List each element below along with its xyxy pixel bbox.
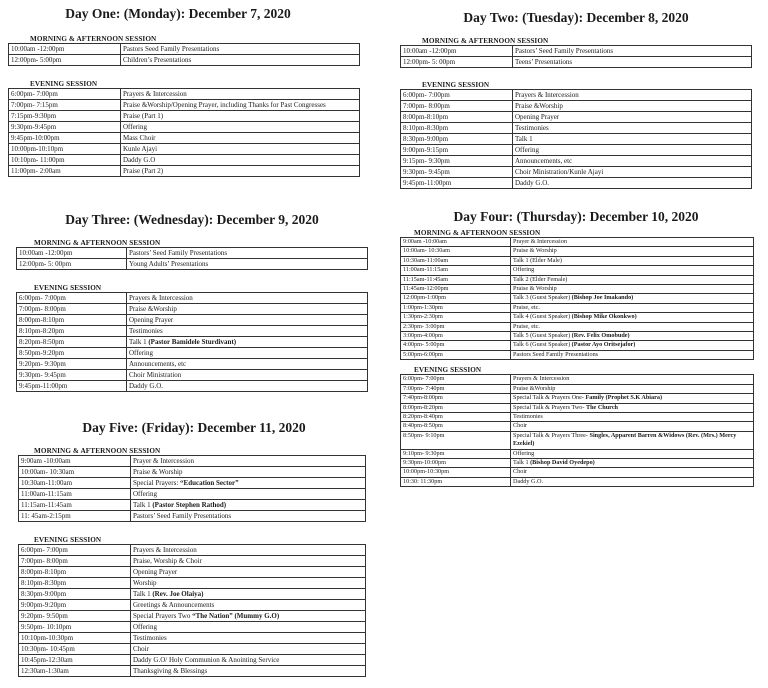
table-row — [9, 144, 360, 155]
table-row — [19, 666, 366, 677]
time-cell: 9:00pm-9:15pm — [401, 145, 513, 156]
speaker-name: Singles, Apparent Barren &Widows (Rev. (Mrs.) Mercy Ezekiel) — [513, 431, 737, 448]
session-heading: MORNING & AFTERNOON SESSION — [34, 239, 161, 247]
table-row — [401, 341, 754, 350]
activity-cell: Talk 1 (Elder Male) — [511, 256, 754, 265]
day-three-section — [16, 212, 376, 392]
time-cell: 8:50pm-9:20pm — [17, 348, 127, 359]
table-row — [19, 511, 366, 522]
time-cell: 9:20pm- 9:30pm — [17, 359, 127, 370]
time-cell: 12:00pm- 5: 00pm — [17, 259, 127, 270]
table-row — [401, 375, 754, 384]
activity-label: Special Prayers Two — [133, 612, 193, 620]
session-heading: MORNING & AFTERNOON SESSION — [422, 37, 549, 45]
table-row — [9, 55, 360, 66]
activity-cell — [511, 294, 754, 303]
activity-cell: Pastors Seed Family Presentations — [121, 44, 360, 55]
time-cell: 10:00am -12:00pm — [17, 248, 127, 259]
table-row — [401, 431, 754, 449]
day-two-section — [400, 10, 760, 189]
activity-cell: Opening Prayer — [513, 112, 752, 123]
table-row — [401, 256, 754, 265]
table-row — [401, 285, 754, 294]
time-cell: 12:30am-1:30am — [19, 666, 131, 677]
activity-cell: Prayers & Intercession — [121, 89, 360, 100]
time-cell: 10:00am -12:00pm — [9, 44, 121, 55]
time-cell: 10:10pm-10:30pm — [19, 633, 131, 644]
table-row — [401, 238, 754, 247]
schedule-table — [8, 43, 360, 66]
time-cell: 9:30pm- 9:45pm — [17, 370, 127, 381]
table-row — [19, 545, 366, 556]
activity-cell: Pastors’ Seed Family Presentations — [131, 511, 366, 522]
activity-label: Talk 3 (Guest Speaker) — [513, 294, 572, 302]
activity-cell — [131, 589, 366, 600]
speaker-name: “The Nation” (Mummy G.O) — [192, 612, 280, 620]
activity-cell: Mass Choir — [121, 133, 360, 144]
activity-cell: Talk 2 (Elder Female) — [511, 275, 754, 284]
schedule-table — [8, 88, 360, 177]
day-title: Day Four: (Thursday): December 10, 2020 — [453, 209, 699, 224]
time-cell: 6:00pm- 7:00pm — [9, 89, 121, 100]
activity-cell: Offering — [127, 348, 368, 359]
activity-cell: Children’s Presentations — [121, 55, 360, 66]
time-cell: 12:00pm- 5: 00pm — [401, 57, 513, 68]
schedule-table — [16, 247, 368, 270]
activity-label: Special Talk & Prayers One- — [513, 394, 586, 402]
activity-cell: Choir — [131, 644, 366, 655]
table-row — [401, 294, 754, 303]
activity-label: Talk 1 — [133, 501, 153, 509]
table-row — [19, 633, 366, 644]
table-row — [401, 412, 754, 421]
time-cell: 6:00pm- 7:00pm — [401, 90, 513, 101]
activity-cell: Opening Prayer — [131, 567, 366, 578]
time-cell: 9:45pm-11:00pm — [401, 178, 513, 189]
activity-cell: Greetings & Announcements — [131, 600, 366, 611]
activity-cell: Talk 1 — [513, 134, 752, 145]
time-cell: 11:00am-11:15am — [19, 489, 131, 500]
table-row — [9, 133, 360, 144]
activity-cell: Praise & Worship — [511, 247, 754, 256]
table-row — [19, 467, 366, 478]
time-cell: 9:15pm- 9:30pm — [401, 156, 513, 167]
activity-cell: Praise &Worship/Opening Prayer, including Thanks for Past Congresses — [121, 100, 360, 111]
day-four-section — [400, 209, 760, 487]
activity-cell: Praise &Worship — [127, 304, 368, 315]
activity-label: Talk 4 (Guest Speaker) — [513, 313, 572, 321]
activity-cell: Pastors’ Seed Family Presentations — [127, 248, 368, 259]
table-row — [17, 348, 368, 359]
activity-cell: Prayers & Intercession — [511, 375, 754, 384]
speaker-name: (Pastor Ayo Oritsejafor) — [571, 341, 636, 349]
table-row — [17, 304, 368, 315]
activity-cell: Offering — [513, 145, 752, 156]
speaker-name: Family (Prophet S.K Abiara) — [585, 394, 663, 402]
activity-cell: Kunle Ajayi — [121, 144, 360, 155]
time-cell: 11:00pm- 2:00am — [9, 166, 121, 177]
table-row — [401, 468, 754, 477]
time-cell: 7:00pm- 7:15pm — [9, 100, 121, 111]
table-row — [19, 556, 366, 567]
time-cell: 10:45pm-12:30am — [19, 655, 131, 666]
time-cell: 9:00am -10:00am — [401, 238, 511, 247]
time-cell: 6:00pm- 7:00pm — [401, 375, 511, 384]
table-row — [17, 315, 368, 326]
schedule-table — [400, 89, 752, 189]
time-cell: 9:20pm- 9:50pm — [19, 611, 131, 622]
activity-cell: Young Adults’ Presentations — [127, 259, 368, 270]
time-cell: 8:00pm-8:10pm — [17, 315, 127, 326]
activity-cell — [511, 394, 754, 403]
session-heading: EVENING SESSION — [422, 81, 490, 89]
activity-cell: Praise & Worship — [131, 467, 366, 478]
day-title: Day Two: (Tuesday): December 8, 2020 — [463, 10, 689, 25]
activity-cell: Praise &Worship — [511, 384, 754, 393]
table-row — [17, 259, 368, 270]
time-cell: 11:00am-11:15am — [401, 266, 511, 275]
table-row — [19, 655, 366, 666]
table-row — [401, 303, 754, 312]
day-one-section — [8, 6, 368, 177]
time-cell: 8:10pm-8:20pm — [17, 326, 127, 337]
activity-cell: Prayer & Intercession — [131, 456, 366, 467]
schedule-table — [400, 45, 752, 68]
time-cell: 11:45am-12:00pm — [401, 285, 511, 294]
table-row — [401, 275, 754, 284]
activity-cell — [511, 403, 754, 412]
activity-cell: Opening Prayer — [127, 315, 368, 326]
table-row — [19, 567, 366, 578]
day-five-section — [18, 420, 378, 677]
activity-cell: Praise & Worship — [511, 285, 754, 294]
activity-cell: Prayers & Intercession — [513, 90, 752, 101]
table-row — [401, 384, 754, 393]
table-row — [9, 89, 360, 100]
activity-cell: Worship — [131, 578, 366, 589]
activity-cell: Testimonies — [513, 123, 752, 134]
time-cell: 10:00am- 10:30am — [401, 247, 511, 256]
activity-label: Talk 5 (Guest Speaker) — [513, 332, 572, 340]
time-cell: 9:00pm-9:20pm — [19, 600, 131, 611]
table-row — [19, 644, 366, 655]
activity-cell: Testimonies — [511, 412, 754, 421]
day-title: Day One: (Monday): December 7, 2020 — [65, 6, 291, 21]
time-cell: 8:20pm-8:50pm — [17, 337, 127, 348]
time-cell: 10:10pm- 11:00pm — [9, 155, 121, 166]
activity-cell: Daddy G.O — [121, 155, 360, 166]
time-cell: 8:50pm- 9:10pm — [401, 431, 511, 449]
activity-cell: Praise (Part 2) — [121, 166, 360, 177]
time-cell: 1:30pm-2:30pm — [401, 313, 511, 322]
activity-cell: Choir Ministration/Kunle Ajayi — [513, 167, 752, 178]
table-row — [19, 611, 366, 622]
time-cell: 2:30pm- 3:00pm — [401, 322, 511, 331]
time-cell: 8:00pm-8:10pm — [401, 112, 513, 123]
schedule-table — [400, 237, 754, 360]
activity-cell — [511, 313, 754, 322]
activity-cell: Offering — [131, 622, 366, 633]
activity-label: Special Prayers: — [133, 479, 181, 487]
time-cell: 12:00pm-1:00pm — [401, 294, 511, 303]
session-heading: MORNING & AFTERNOON SESSION — [30, 35, 157, 43]
activity-label: Special Talk & Prayers Three- — [513, 431, 590, 439]
activity-cell: Thanksgiving & Blessings — [131, 666, 366, 677]
time-cell: 3:00pm-4:00pm — [401, 332, 511, 341]
time-cell: 10:30pm- 10:45pm — [19, 644, 131, 655]
table-row — [401, 178, 752, 189]
speaker-name: (Pastor Stephen Rathod) — [152, 501, 227, 509]
time-cell: 11: 45am-2:15pm — [19, 511, 131, 522]
table-row — [401, 145, 752, 156]
activity-cell — [131, 478, 366, 489]
time-cell: 1:00pm-1:30pm — [401, 303, 511, 312]
activity-cell: Praise, etc. — [511, 322, 754, 331]
activity-cell: Daddy G.O. — [513, 178, 752, 189]
table-row — [17, 370, 368, 381]
session-heading: MORNING & AFTERNOON SESSION — [34, 447, 161, 455]
table-row — [401, 156, 752, 167]
activity-cell: Pastors Seed Family Presentations — [511, 350, 754, 359]
session-heading: EVENING SESSION — [30, 80, 98, 88]
table-row — [401, 112, 752, 123]
table-row — [401, 313, 754, 322]
activity-cell: Praise &Worship — [513, 101, 752, 112]
table-row — [401, 332, 754, 341]
day-title: Day Five: (Friday): December 11, 2020 — [82, 420, 306, 435]
activity-cell: Pastors’ Seed Family Presentations — [513, 46, 752, 57]
activity-cell: Teens’ Presentations — [513, 57, 752, 68]
table-row — [401, 322, 754, 331]
time-cell: 8:10pm-8:30pm — [401, 123, 513, 134]
table-row — [9, 122, 360, 133]
activity-cell: Praise, etc. — [511, 303, 754, 312]
table-row — [401, 134, 752, 145]
time-cell: 5:00pm-6:00pm — [401, 350, 511, 359]
time-cell: 9:10pm- 9:30pm — [401, 449, 511, 458]
activity-cell: Testimonies — [127, 326, 368, 337]
table-row — [401, 458, 754, 467]
activity-cell: Offering — [511, 266, 754, 275]
table-row — [19, 589, 366, 600]
session-heading: EVENING SESSION — [414, 366, 482, 375]
activity-cell: Announcements, etc — [513, 156, 752, 167]
activity-cell: Prayers & Intercession — [127, 293, 368, 304]
time-cell: 6:00pm- 7:00pm — [19, 545, 131, 556]
activity-label: Talk 1 — [513, 458, 531, 466]
activity-cell: Prayer & Intercession — [511, 238, 754, 247]
time-cell: 9:45pm-11:00pm — [17, 381, 127, 392]
activity-cell — [511, 341, 754, 350]
speaker-name: (Bishop Mike Okonkwo) — [571, 313, 637, 321]
activity-cell: Offering — [121, 122, 360, 133]
activity-cell — [511, 431, 754, 449]
table-row — [17, 293, 368, 304]
schedule-table — [18, 455, 366, 522]
schedule-table — [400, 374, 754, 487]
time-cell: 10:30: 11:30pm — [401, 477, 511, 486]
speaker-name: (Pastor Bamidele Sturdivant) — [148, 338, 237, 346]
activity-cell — [511, 458, 754, 467]
speaker-name: “Education Sector” — [180, 479, 239, 487]
table-row — [401, 350, 754, 359]
activity-cell: Testimonies — [131, 633, 366, 644]
time-cell: 6:00pm- 7:00pm — [17, 293, 127, 304]
table-row — [9, 111, 360, 122]
table-row — [17, 326, 368, 337]
time-cell: 10:00pm-10:10pm — [9, 144, 121, 155]
time-cell: 9:50pm- 10:10pm — [19, 622, 131, 633]
time-cell: 9:45pm-10:00pm — [9, 133, 121, 144]
activity-cell: Daddy G.O/ Holy Communion & Anointing Service — [131, 655, 366, 666]
activity-cell: Offering — [511, 449, 754, 458]
activity-cell: Choir — [511, 468, 754, 477]
table-row — [19, 578, 366, 589]
activity-cell — [131, 611, 366, 622]
time-cell: 9:30pm- 9:45pm — [401, 167, 513, 178]
time-cell: 7:00pm- 7:40pm — [401, 384, 511, 393]
time-cell: 4:00pm- 5:00pm — [401, 341, 511, 350]
activity-cell: Daddy G.O. — [511, 477, 754, 486]
time-cell: 10:30am-11:00am — [19, 478, 131, 489]
table-row — [401, 123, 752, 134]
time-cell: 10:30am-11:00am — [401, 256, 511, 265]
activity-cell: Choir Ministration — [127, 370, 368, 381]
speaker-name: (Rev. Joe Olaiya) — [152, 590, 204, 598]
activity-cell — [127, 337, 368, 348]
time-cell: 7:00pm- 8:00pm — [401, 101, 513, 112]
time-cell: 8:20pm-8:40pm — [401, 412, 511, 421]
table-row — [9, 166, 360, 177]
speaker-name: (Rev. Felix Omobude) — [571, 332, 630, 340]
activity-label: Special Talk & Prayers Two- — [513, 403, 586, 411]
table-row — [17, 381, 368, 392]
table-row — [17, 359, 368, 370]
time-cell: 7:15pm-9:30pm — [9, 111, 121, 122]
schedule-table — [18, 544, 366, 677]
activity-cell: Announcements, etc — [127, 359, 368, 370]
activity-cell: Daddy G.O. — [127, 381, 368, 392]
activity-cell: Choir — [511, 422, 754, 431]
table-row — [17, 337, 368, 348]
session-heading: EVENING SESSION — [34, 284, 102, 292]
table-row — [401, 101, 752, 112]
table-row — [401, 422, 754, 431]
time-cell: 8:40pm-8:50pm — [401, 422, 511, 431]
table-row — [19, 500, 366, 511]
table-row — [19, 456, 366, 467]
table-row — [9, 100, 360, 111]
time-cell: 9:30pm-9:45pm — [9, 122, 121, 133]
time-cell: 9:00am -10:00am — [19, 456, 131, 467]
schedule-table — [16, 292, 368, 392]
time-cell: 8:00pm-8:10pm — [19, 567, 131, 578]
table-row — [401, 46, 752, 57]
speaker-name: The Church — [585, 403, 619, 411]
table-row — [9, 155, 360, 166]
table-row — [401, 266, 754, 275]
activity-label: Talk 6 (Guest Speaker) — [513, 341, 572, 349]
activity-cell: Praise (Part 1) — [121, 111, 360, 122]
table-row — [401, 449, 754, 458]
time-cell: 8:10pm-8:30pm — [19, 578, 131, 589]
time-cell: 11:15am-11:45am — [401, 275, 511, 284]
table-row — [17, 248, 368, 259]
speaker-name: (Bishop Joe Imakando) — [571, 294, 634, 302]
session-heading: MORNING & AFTERNOON SESSION — [414, 229, 541, 237]
table-row — [401, 90, 752, 101]
table-row — [401, 57, 752, 68]
time-cell: 10:00am -12:00pm — [401, 46, 513, 57]
time-cell: 8:30pm-9:00pm — [19, 589, 131, 600]
table-row — [401, 394, 754, 403]
time-cell: 10:00pm-10:30pm — [401, 468, 511, 477]
table-row — [19, 489, 366, 500]
table-row — [401, 477, 754, 486]
time-cell: 12:00pm- 5:00pm — [9, 55, 121, 66]
time-cell: 7:40pm-8:00pm — [401, 394, 511, 403]
time-cell: 7:00pm- 8:00pm — [17, 304, 127, 315]
time-cell: 9:30pm-10:00pm — [401, 458, 511, 467]
activity-cell — [131, 500, 366, 511]
activity-cell — [511, 332, 754, 341]
table-row — [19, 622, 366, 633]
time-cell: 10:00am- 10:30am — [19, 467, 131, 478]
activity-cell: Praise, Worship & Choir — [131, 556, 366, 567]
time-cell: 8:30pm-9:00pm — [401, 134, 513, 145]
table-row — [401, 403, 754, 412]
table-row — [401, 167, 752, 178]
day-title: Day Three: (Wednesday): December 9, 2020 — [65, 212, 319, 227]
speaker-name: (Bishop David Oyedepo) — [530, 458, 595, 466]
time-cell: 8:00pm-8:20pm — [401, 403, 511, 412]
table-row — [19, 478, 366, 489]
activity-label: Talk 1 — [133, 590, 153, 598]
activity-label: Talk 1 — [129, 338, 149, 346]
table-row — [19, 600, 366, 611]
table-row — [9, 44, 360, 55]
time-cell: 11:15am-11:45am — [19, 500, 131, 511]
table-row — [401, 247, 754, 256]
activity-cell: Offering — [131, 489, 366, 500]
time-cell: 7:00pm- 8:00pm — [19, 556, 131, 567]
activity-cell: Prayers & Intercession — [131, 545, 366, 556]
session-heading: EVENING SESSION — [34, 536, 102, 544]
